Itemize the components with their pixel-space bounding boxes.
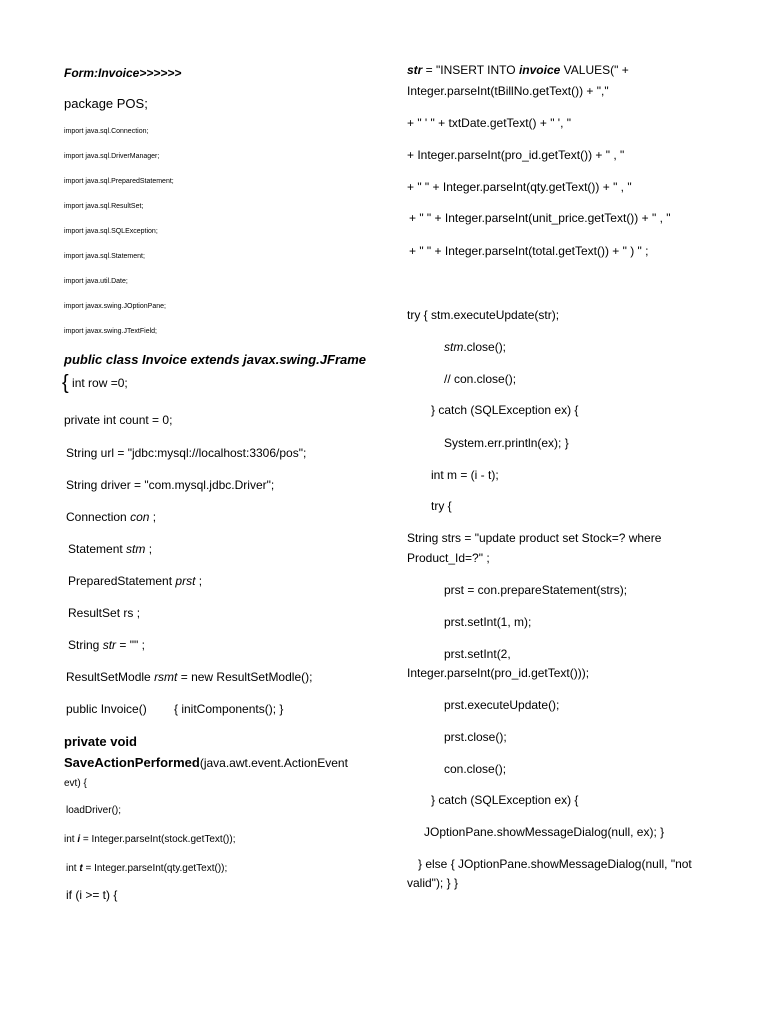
code-line: + " " + Integer.parseInt(qty.getText()) + " , "	[407, 180, 632, 194]
import-line: import javax.swing.JOptionPane;	[64, 303, 166, 310]
open-brace: {	[62, 372, 69, 394]
type-name: ResultSetModle	[66, 670, 151, 684]
import-line: import java.sql.SQLException;	[64, 228, 158, 235]
code-line: + Integer.parseInt(pro_id.getText()) + " , "	[407, 148, 625, 162]
assignment: = Integer.parseInt(stock.getText());	[80, 834, 236, 845]
code-line: Integer.parseInt(pro_id.getText()));	[407, 666, 590, 680]
assignment: = new ResultSetModle();	[177, 670, 313, 684]
driver-line: String driver = "com.mysql.jdbc.Driver";	[66, 478, 275, 492]
try-line: try { stm.executeUpdate(str);	[407, 308, 560, 322]
code-line: prst.setInt(2,	[444, 647, 511, 661]
code-line: Integer.parseInt(tBillNo.getText()) + ","	[407, 84, 609, 98]
import-line: import java.sql.Connection;	[64, 128, 149, 135]
method-name: SaveActionPerformed	[64, 755, 200, 770]
else-line-cont: valid"); } }	[407, 876, 458, 890]
code-line: con.close();	[444, 762, 507, 776]
type-name: int	[64, 834, 75, 845]
load-driver-line: loadDriver();	[66, 805, 122, 816]
var-name: prst	[175, 574, 196, 588]
import-line: import javax.swing.JTextField;	[64, 328, 157, 335]
code-line: prst.setInt(1, m);	[444, 615, 532, 629]
code-line: + " " + Integer.parseInt(total.getText()) + " ) " ;	[409, 244, 649, 258]
strs-line: String strs = "update product set Stock=? where	[407, 531, 662, 545]
str-assign-line	[407, 63, 629, 78]
var-name: i	[77, 834, 81, 845]
prepared-line: PreparedStatement prst ;	[68, 574, 203, 588]
count-line: private int count = 0;	[64, 413, 173, 427]
var-name: con	[130, 510, 150, 524]
var-name: t	[79, 863, 83, 874]
strs-line-cont: Product_Id=?" ;	[407, 551, 490, 565]
import-line: import java.sql.PreparedStatement;	[64, 178, 174, 185]
int-t-line	[66, 861, 227, 876]
joption-line: JOptionPane.showMessageDialog(null, ex); }	[424, 825, 665, 839]
sql-text: = "INSERT INTO	[422, 63, 519, 77]
import-line: import java.sql.DriverManager;	[64, 153, 160, 160]
code-line: + " " + Integer.parseInt(unit_price.getText()) + " , "	[409, 211, 671, 225]
var-name: stm	[126, 542, 146, 556]
url-line: String url = "jdbc:mysql://localhost:3306/pos";	[66, 446, 307, 460]
ctor-line-left: public Invoice()	[66, 702, 147, 716]
assignment: = "" ;	[116, 638, 145, 652]
method-params: (java.awt.event.ActionEvent	[199, 756, 348, 770]
method-decl-c: evt) {	[64, 778, 87, 789]
import-line: import java.util.Date;	[64, 278, 128, 285]
resultset-line: ResultSet rs ;	[68, 606, 141, 620]
assignment: = Integer.parseInt(qty.getText());	[82, 863, 228, 874]
int-i-line	[64, 832, 235, 847]
else-line: } else { JOptionPane.showMessageDialog(null, "not	[418, 857, 692, 871]
var-name: stm	[444, 340, 464, 354]
connection-line: Connection con ;	[66, 510, 157, 524]
class-declaration: public class Invoice extends javax.swing.JFrame	[64, 352, 367, 367]
int-row-text: int row =0;	[72, 376, 128, 390]
int-row-line	[62, 372, 128, 394]
var-name: str	[102, 638, 117, 652]
package-line: package POS;	[64, 96, 148, 111]
int-m-line: int m = (i - t);	[431, 468, 499, 482]
type-name: Statement	[68, 542, 123, 556]
table-name: invoice	[518, 63, 561, 77]
type-name: String	[68, 638, 100, 652]
catch-line: } catch (SQLException ex) {	[431, 403, 579, 417]
method-decl-a: private void	[64, 734, 137, 749]
rsm-line	[66, 670, 312, 685]
if-line: if (i >= t) {	[66, 888, 118, 902]
sql-text: VALUES(" +	[560, 63, 629, 77]
try-line: try {	[431, 499, 452, 513]
type-name: int	[66, 863, 77, 874]
type-name: PreparedStatement	[68, 574, 173, 588]
code-line: prst = con.prepareStatement(strs);	[444, 583, 628, 597]
syserr-line: System.err.println(ex); }	[444, 436, 569, 450]
import-line: import java.sql.Statement;	[64, 253, 145, 260]
code-line: prst.close();	[444, 730, 507, 744]
code-line: prst.executeUpdate();	[444, 698, 560, 712]
import-line: import java.sql.ResultSet;	[64, 203, 144, 210]
comment-line: // con.close();	[444, 372, 517, 386]
stm-close-line	[444, 340, 506, 355]
code-line: + " ' " + txtDate.getText() + " ', "	[407, 116, 572, 130]
form-title: Form:Invoice>>>>>>	[64, 66, 182, 80]
catch-line: } catch (SQLException ex) {	[431, 793, 579, 807]
statement-line: Statement stm ;	[68, 542, 153, 556]
ctor-line-right: { initComponents(); }	[174, 702, 284, 716]
var-name: str	[407, 63, 423, 77]
method-call: .close();	[463, 340, 507, 354]
type-name: Connection	[66, 510, 127, 524]
string-line	[68, 638, 145, 653]
method-decl-b	[64, 755, 348, 771]
var-name: rsmt	[154, 670, 178, 684]
